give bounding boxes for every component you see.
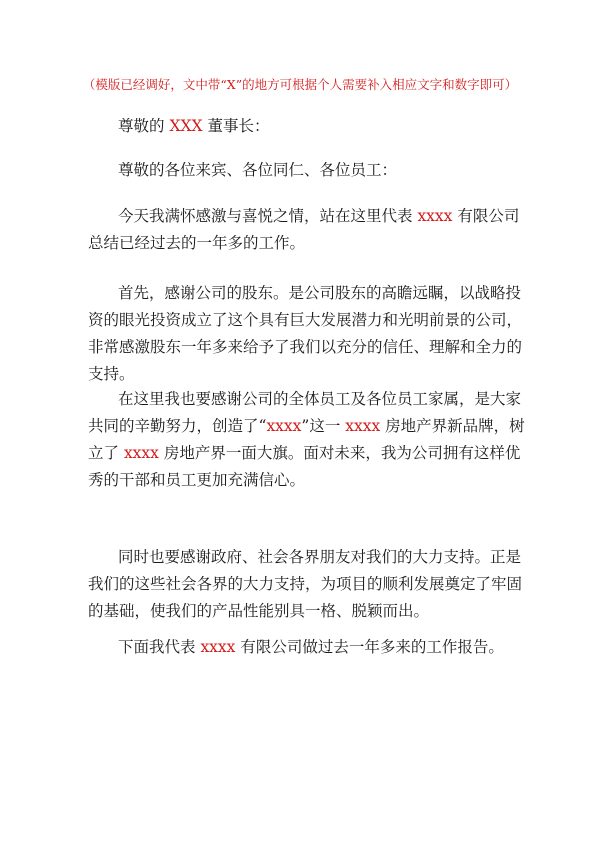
salutation-line xyxy=(118,113,558,140)
paragraph-report-intro xyxy=(88,634,530,661)
company-placeholder: xxxx xyxy=(417,207,453,225)
paragraph-government: 同时也要感谢政府、社会各界朋友对我们的大力支持。正是我们的这些社会各界的大力支持，为项目的顺利发展奠定了牢固的基础，使我们的产品性能别具一格、脱颖而出。 xyxy=(88,548,523,620)
brand-placeholder-3: xxxx xyxy=(123,444,159,462)
p3-text-a: 在这里我也要感谢公司的全体员工及各位员工家属，是大家共同的辛勤努力，创造了“ xyxy=(88,390,522,435)
p1-text-b: 有限公司总结已经过去的一年多的工作。 xyxy=(88,207,520,252)
brand-placeholder: xxxx xyxy=(266,417,302,435)
company-placeholder-2: xxxx xyxy=(200,638,236,656)
greeting-line: 尊敬的各位来宾、各位同仁、各位员工： xyxy=(118,161,398,179)
p3-text-b: ”这一 xyxy=(301,417,346,435)
paragraph-opening xyxy=(88,203,530,257)
paragraph-shareholders: 首先，感谢公司的股东。是公司股东的高瞻远瞩，以战略投资的眼光投资成立了这个具有巨大发展潜力和光明前景的公司，非常感激股东一年多来给予了我们以充分的信任、理解和全力的支持。 xyxy=(88,284,523,383)
brand-placeholder-2: xxxx xyxy=(345,417,381,435)
p3-text-c: 房地产界新品牌，树立了 xyxy=(88,417,525,462)
p5-text-b: 有限公司做过去一年多来的工作报告。 xyxy=(235,638,504,656)
p1-text-a: 今天我满怀感激与喜悦之情，站在这里代表 xyxy=(118,207,418,225)
template-note: （模版已经调好，文中带“X”的地方可根据个人需要补入相应文字和数字即可） xyxy=(82,77,518,92)
paragraph-employees xyxy=(88,386,530,494)
salutation-suffix: 董事长： xyxy=(202,117,270,135)
chairman-name-placeholder: XXX xyxy=(169,117,203,135)
p3-text-d: 房地产界一面大旗。面对未来，我为公司拥有这样优秀的干部和员工更加充满信心。 xyxy=(88,444,521,489)
p5-text-a: 下面我代表 xyxy=(118,638,201,656)
salutation-prefix: 尊敬的 xyxy=(118,117,170,135)
